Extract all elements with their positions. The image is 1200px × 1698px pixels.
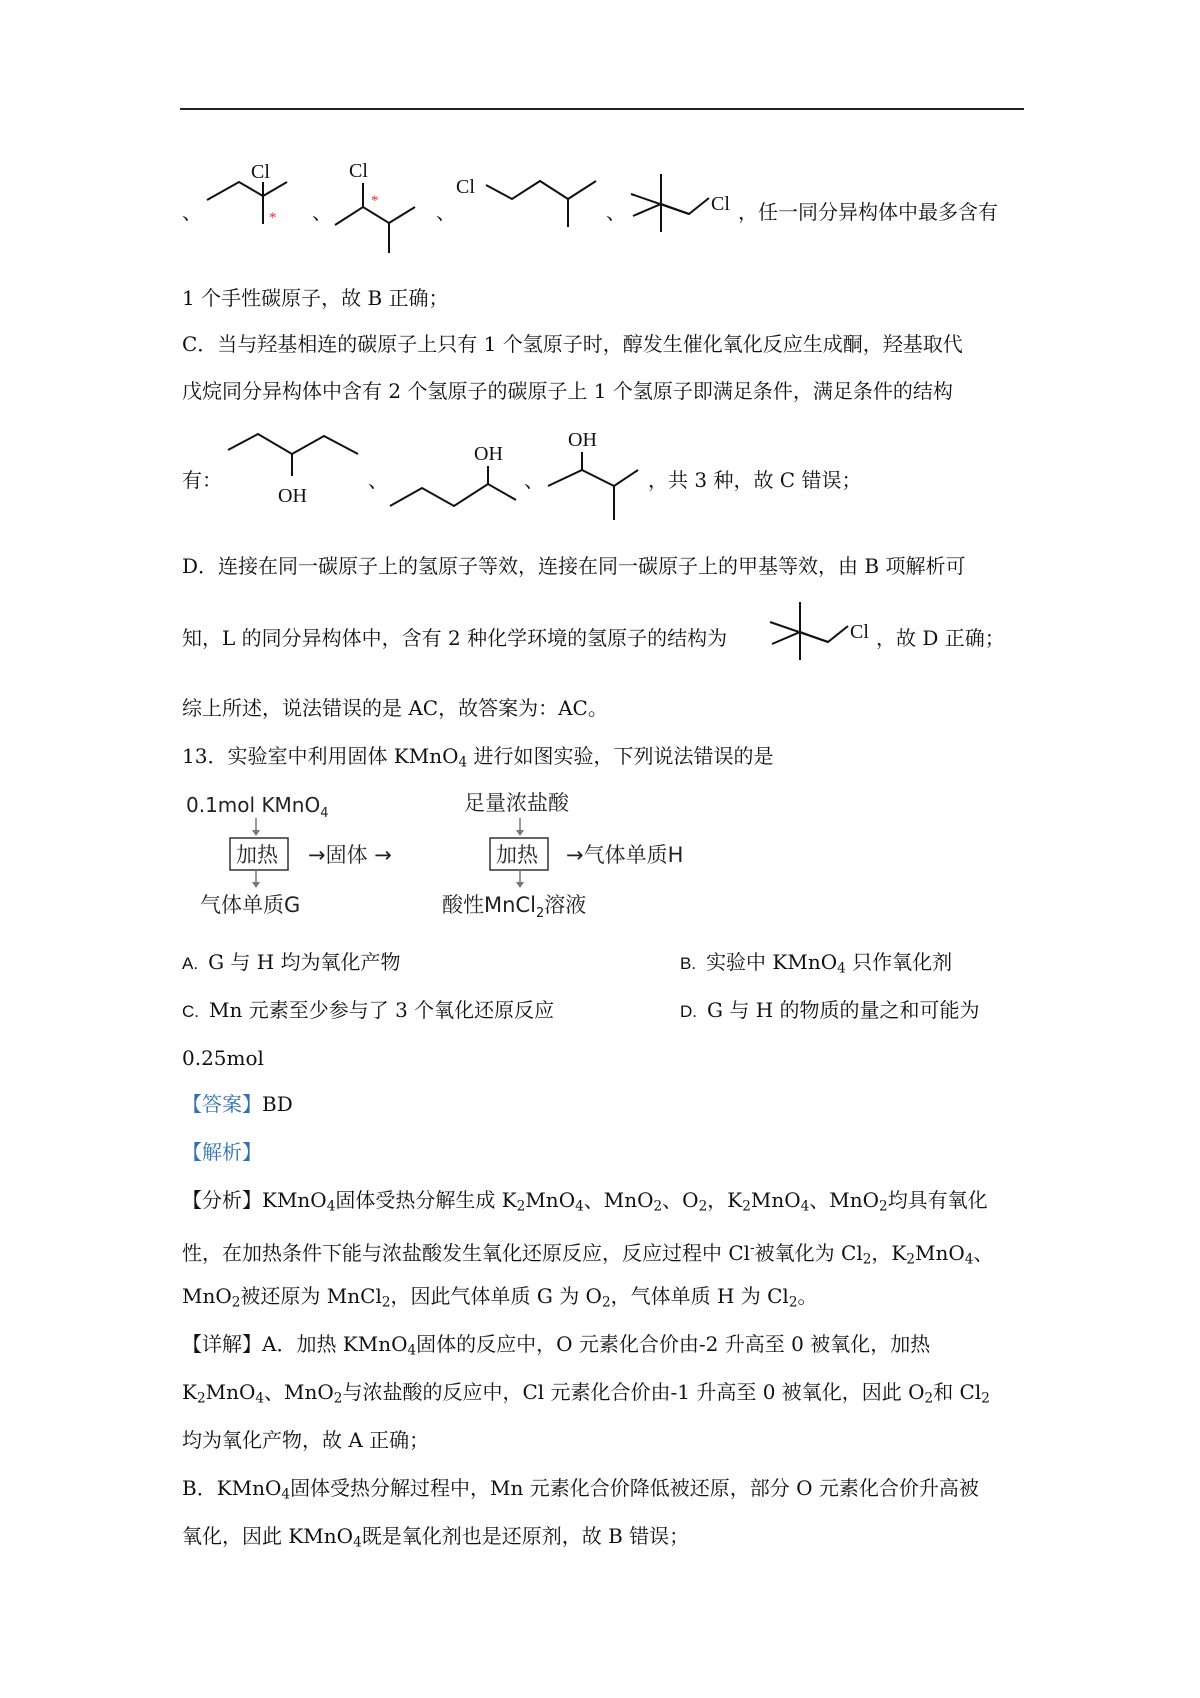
text-inline: 有： — [182, 468, 222, 492]
separator: 、 — [312, 200, 332, 224]
subscript: 2 — [906, 1251, 915, 1268]
text-segment: 与浓盐酸的反应中，Cl 元素化合价由-1 升高至 0 被氧化，因此 O — [342, 1380, 925, 1404]
gas-h: →气体单质H — [566, 843, 684, 867]
text-segment: K — [182, 1380, 197, 1404]
subscript: 2 — [698, 1198, 708, 1215]
subscript: 4 — [326, 1198, 336, 1215]
option-b: B. 实验中 KMnO$_4$ 只作氧化剂 — [680, 950, 953, 977]
arrowhead — [516, 830, 524, 836]
chloro-structure-2 — [333, 155, 428, 265]
detail-line-2 — [182, 1378, 990, 1412]
text-segment: 、O — [662, 1188, 699, 1212]
subscript: 2 — [601, 1294, 611, 1311]
analysis-tag: 【解析】 — [182, 1140, 262, 1164]
text-segment: 、MnO — [583, 1188, 654, 1212]
text-line: 戊烷同分异构体中含有 2 个氢原子的碳原子上 1 个氢原子即满足条件，满足条件的结构 — [182, 379, 953, 403]
reagent-hcl: 足量浓盐酸 — [464, 791, 569, 815]
subscript: 2 — [924, 1390, 934, 1407]
option-c: C. Mn 元素至少参与了 3 个氧化还原反应 — [182, 998, 555, 1022]
separator: 、 — [436, 200, 456, 224]
subscript: 4 — [575, 1198, 584, 1215]
text-segment: 、MnO — [264, 1380, 334, 1404]
option-a: A. G 与 H 均为氧化产物 — [182, 950, 401, 974]
text-segment: MnO — [750, 1188, 801, 1212]
text-line: 1 个手性碳原子，故 B 正确； — [182, 286, 449, 310]
chlorine-label: Cl — [456, 176, 475, 198]
separator: 、 — [524, 468, 544, 492]
arrowhead — [252, 830, 260, 836]
separator: 、 — [368, 468, 388, 492]
text-segment: ，气体单质 H 为 Cl — [610, 1284, 789, 1308]
detail-line-1: 【详解】A．加热 KMnO$_4$固体的反应中，O 元素化合价由-2 升高至 0 被氧化，加热 — [182, 1332, 931, 1359]
hydroxyl-label: OH — [278, 485, 307, 507]
subscript: 2 — [196, 1390, 206, 1407]
text-inline: ，共 3 种，故 C 错误； — [648, 468, 862, 492]
chlorine-label: Cl — [711, 193, 730, 215]
text-segment: KMnO — [262, 1188, 327, 1212]
hydroxyl-label: OH — [474, 443, 503, 465]
text-segment: 固体受热分解生成 K — [335, 1188, 517, 1212]
subscript: 2 — [381, 1294, 391, 1311]
subscript: 4 — [255, 1390, 265, 1407]
subscript: 4 — [407, 1342, 417, 1359]
subscript: 2 — [879, 1198, 888, 1215]
text-segment: 被氧化为 Cl — [754, 1241, 863, 1266]
solution-mncl2: 酸性MnCl$_2$溶液 — [442, 893, 587, 920]
experiment-flowchart — [186, 790, 746, 920]
analysis-line-1: 【分析】KMnO$_4$固体受热分解生成 $K_2MnO_4$、MnO$_2$、$O_2$，$K_2MnO_4$、MnO$_2$均具有氧化 — [182, 1188, 988, 1215]
subscript: 2 — [333, 1390, 343, 1407]
chloro-structure-d — [764, 598, 869, 698]
text-segment: 均具有氧化 — [887, 1188, 988, 1212]
text-segment: MnO — [182, 1284, 232, 1308]
text-segment: ，K — [707, 1188, 743, 1212]
answer-line — [182, 1090, 293, 1118]
chlorine-label: Cl — [349, 160, 368, 182]
gas-g: 气体单质G — [200, 893, 301, 917]
reagent-kmno4: 0.1mol KMnO$_4$ — [186, 793, 329, 821]
detail-line-4 — [182, 1474, 979, 1508]
text-segment: 氧化，因此 KMnO — [182, 1524, 354, 1548]
arrowhead — [516, 882, 524, 888]
row1-tail: ，任一同分异构体中最多含有 — [738, 200, 998, 224]
hydroxyl-label: OH — [568, 429, 597, 451]
subscript: 4 — [964, 1251, 974, 1268]
text-segment: 、MnO — [809, 1188, 880, 1212]
alcohol-structure-3 — [546, 424, 646, 534]
solid-arrow: →固体 → — [308, 843, 392, 867]
heat-label-2: 加热 — [496, 843, 538, 867]
subscript: 4 — [800, 1198, 810, 1215]
detail-line-5 — [182, 1522, 689, 1556]
text-segment: ，因此气体单质 G 为 O — [390, 1284, 602, 1308]
subscript: 2 — [788, 1294, 798, 1311]
separator: 、 — [606, 200, 626, 224]
text-line: 知，L 的同分异构体中，含有 2 种化学环境的氢原子的结构为 — [182, 626, 728, 650]
text-line: 综上所述，说法错误的是 AC，故答案为：AC。 — [182, 696, 608, 720]
text-segment: MnO — [525, 1188, 576, 1212]
text-segment: 和 Cl — [933, 1380, 982, 1404]
alcohol-structure-1 — [226, 432, 366, 512]
text-segment: 既是氧化剂也是还原剂，故 B 错误； — [361, 1524, 690, 1548]
text-segment: 、 — [973, 1241, 994, 1266]
subscript: 2 — [231, 1294, 241, 1311]
subscript: 4 — [281, 1486, 291, 1503]
subscript: 2 — [981, 1390, 990, 1407]
chlorine-label: Cl — [850, 621, 869, 643]
detail-line-3: 均为氧化产物，故 A 正确； — [182, 1428, 430, 1452]
superscript: - — [750, 1240, 755, 1256]
text-segment: 。 — [797, 1284, 818, 1308]
subscript: 2 — [516, 1198, 526, 1215]
text-segment: 固体的反应中，O 元素化合价由-2 升高至 0 被氧化，加热 — [416, 1332, 931, 1356]
text-inline: ，故 D 正确； — [876, 626, 1005, 650]
question-13-stem: 13．实验室中利用固体 KMnO$_4$ 进行如图实验，下列说法错误的是 — [182, 744, 774, 771]
text-segment: 性，在加热条件下能与浓盐酸发生氧化还原反应，反应过程中 Cl — [182, 1241, 751, 1266]
answer-tag: 【答案】 — [182, 1092, 262, 1116]
text-line: D．连接在同一碳原子上的氢原子等效，连接在同一碳原子上的甲基等效，由 B 项解析可 — [182, 554, 966, 578]
text-segment: MnO — [914, 1241, 965, 1266]
answer-value: BD — [262, 1092, 293, 1116]
alcohol-structure-2 — [388, 438, 538, 518]
chiral-star: * — [269, 210, 277, 226]
text-segment: MnO — [205, 1380, 256, 1404]
chloro-structure-4 — [625, 170, 730, 270]
header-rule — [180, 108, 1024, 110]
chloro-structure-1 — [205, 162, 305, 252]
option-d: D. G 与 H 的物质的量之和可能为 — [680, 998, 980, 1022]
chlorine-label: Cl — [251, 161, 270, 183]
text-segment: 被还原为 MnCl — [240, 1284, 382, 1308]
separator: 、 — [182, 200, 202, 224]
heat-label-1: 加热 — [236, 843, 278, 867]
subscript: 2 — [742, 1198, 751, 1215]
chiral-star: * — [371, 193, 379, 209]
subscript: 2 — [862, 1251, 872, 1268]
text-segment: ，K — [871, 1241, 907, 1266]
subscript: 4 — [353, 1534, 362, 1551]
text-segment: 固体受热分解过程中，Mn 元素化合价降低被还原，部分 O 元素化合价升高被 — [290, 1476, 979, 1500]
analysis-line-2 — [182, 1234, 993, 1274]
text-segment: A．加热 KMnO — [262, 1332, 408, 1356]
text-segment: B．KMnO — [182, 1476, 282, 1500]
analysis-line-3 — [182, 1282, 817, 1316]
chloro-structure-3 — [456, 165, 606, 245]
option-d-continued: 0.25mol — [182, 1046, 264, 1070]
arrowhead — [252, 882, 260, 888]
subscript: 2 — [653, 1198, 663, 1215]
text-line: C．当与羟基相连的碳原子上只有 1 个氢原子时，醇发生催化氧化反应生成酮，羟基取代 — [182, 332, 963, 356]
